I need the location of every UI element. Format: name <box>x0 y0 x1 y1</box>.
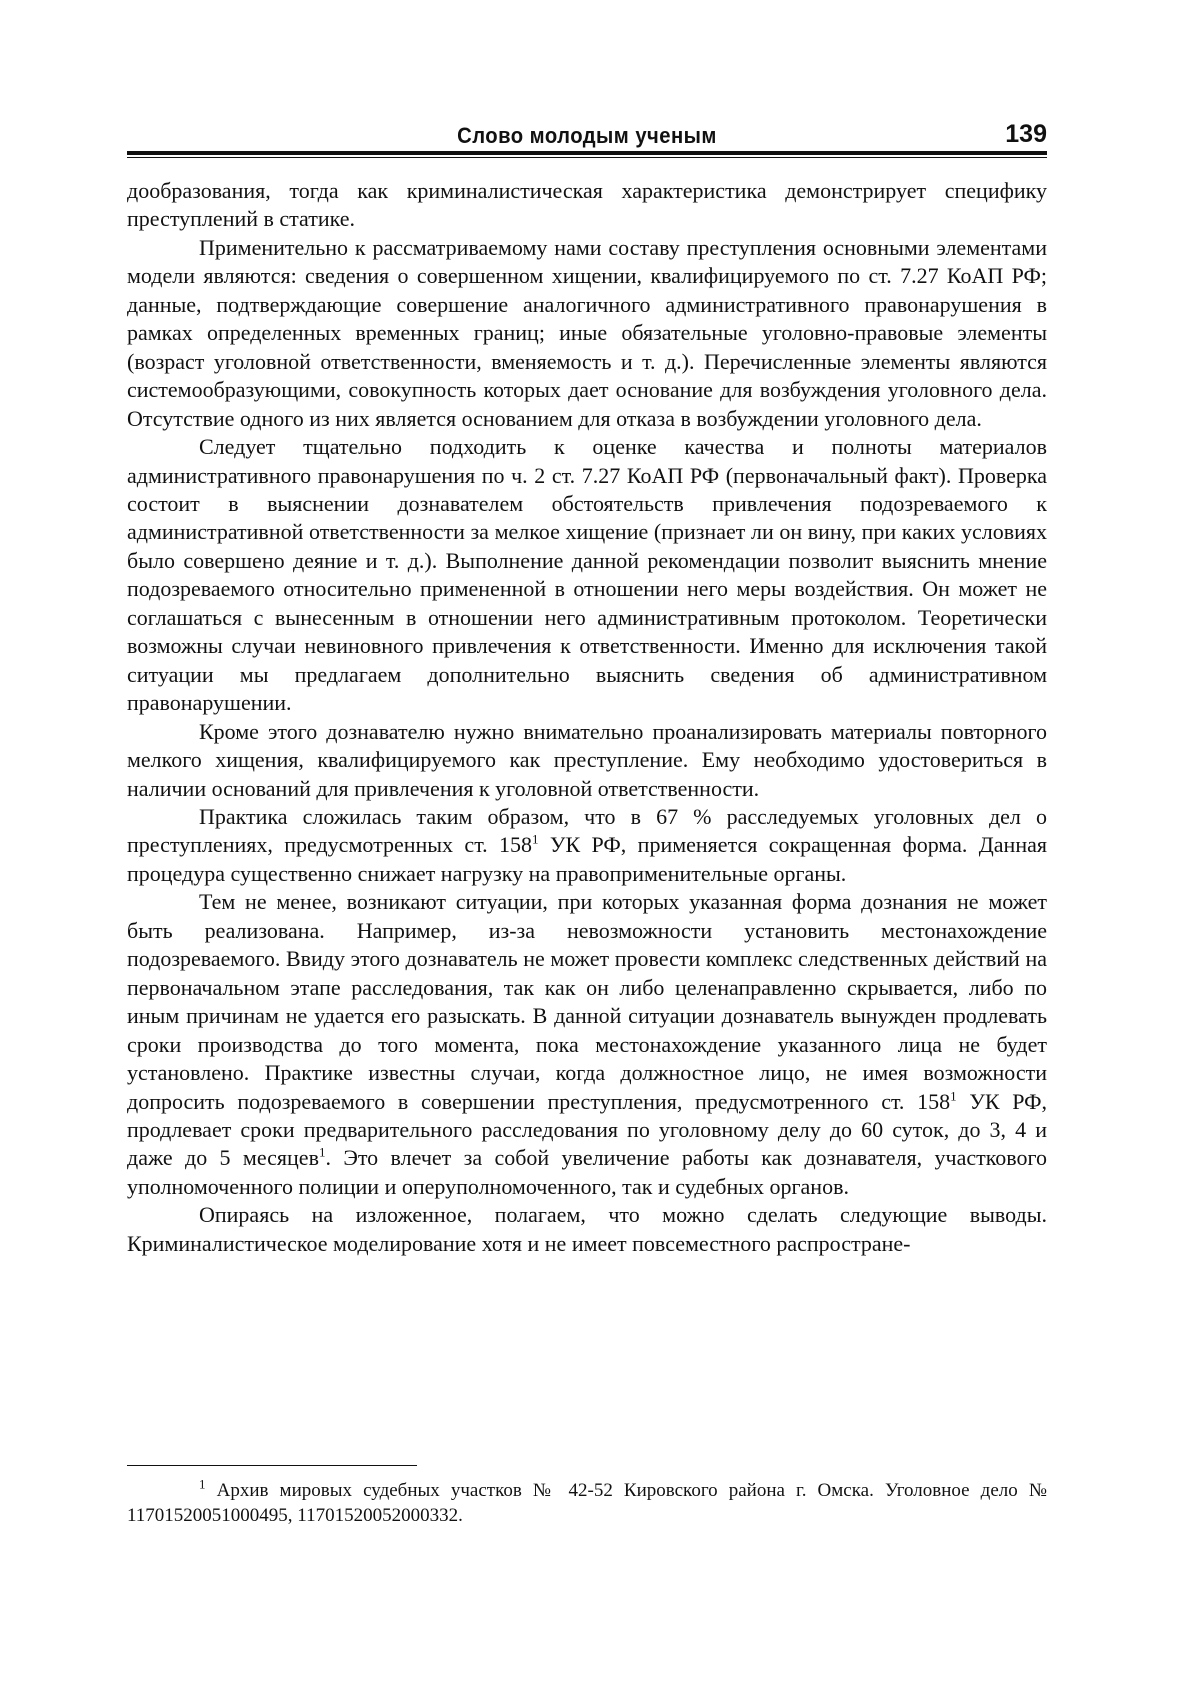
header-rule-thick <box>127 151 1047 155</box>
footnote-text: Архив мировых судебных участков № 42-52 Кировского района г. Омска. Уголовное дело № 11701520051000495, 11701520052000332. <box>127 1480 1047 1526</box>
paragraph-5-text-b: УК РФ, применяется сокращенная форма. Данная процедура существенно снижает нагрузку на правоприменительные органы. <box>127 832 1047 886</box>
header-rule-thin <box>127 157 1047 158</box>
paragraph-3: Следует тщательно подходить к оценке качества и полноты материалов административного правонарушения по ч. 2 ст. 7.27 КоАП РФ (первоначальный факт). Проверка состоит в выяснении дознавателем обстоятельств привлечения подозреваемого к административной ответственности за мелкое хищение (признает ли он вину, при каких условиях было совершено деяние и т. д.). Выполнение данной рекомендации позволит выяснить мнение подозреваемого относительно примененной в отношении него меры воздействия. Он может не соглашаться с вынесенным в отношении него административным протоколом. Теоретически возможны случаи невиновного привлечения к ответственности. Именно для исключения такой ситуации мы предлагаем дополнительно выяснить сведения об административном правонарушении. <box>127 434 1047 716</box>
footnote-marker: 1 <box>199 1476 206 1492</box>
paragraph-6-text-a: Тем не менее, возникают ситуации, при которых указанная форма дознания не может быть реализована. Например, из-за невозможности установить местонахождение подозреваемого. Ввиду этого дознаватель не может провести комплекс следственных действий на первоначальном этапе расследования, так как он либо целенаправленно скрывается, либо по иным причинам не удается его разыскать. В данной ситуации дознаватель вынужден продлевать сроки производства до того момента, пока местонахождение указанного лица не будет установлено. Практике известны случаи, когда должностное лицо, не имея возможности допросить подозреваемого в совершении преступления, предусмотренного ст. 158 <box>127 889 1047 1114</box>
paragraph-2: Применительно к рассматриваемому нами составу преступления основными элементами модели являются: сведения о совершенном хищении, квалифицируемого по ст. 7.27 КоАП РФ; данные, подтверждающие совершение аналогичного административного правонарушения в рамках определенных временных границ; иные обязательные уголовно-правовые элементы (возраст уголовной ответственности, вменяемость и т. д.). Перечисленные элементы являются системообразующими, совокупность которых дает основание для возбуждения уголовного дела. Отсутствие одного из них является основанием для отказа в возбуждении уголовного дела. <box>127 234 1047 431</box>
article-superscript: 1 <box>950 1088 957 1104</box>
paragraph-4: Кроме этого дознавателю нужно внимательно проанализировать материалы повторного мелкого хищения, квалифицируемого как преступление. Ему необходимо удостовериться в наличии оснований для привлечения к уголовной ответственности. <box>127 718 1047 801</box>
body-text <box>127 177 1047 1258</box>
footnote <box>127 1478 1047 1528</box>
page-number: 139 <box>1005 120 1047 148</box>
paragraph-6-text-c: . Это влечет за собой увеличение работы как дознавателя, участкового уполномоченного полиции и оперуполномоченного, так и судебных органов. <box>127 1145 1047 1199</box>
paragraph-6 <box>127 888 1047 1201</box>
paragraph-7: Опираясь на изложенное, полагаем, что можно сделать следующие выводы. Криминалистическое моделирование хотя и не имеет повсеместного распростране- <box>127 1202 1047 1256</box>
paragraph-6-text-b: УК РФ, продлевает сроки предварительного расследования по уголовному делу до 60 суток, до 3, 4 и даже до 5 месяцев <box>127 1088 1047 1171</box>
paragraph-1: дообразования, тогда как криминалистическая характеристика демонстрирует специфику преступлений в статике. <box>127 178 1047 232</box>
paragraph-5-text-a: Практика сложилась таким образом, что в 67 % расследуемых уголовных дел о преступлениях, предусмотренных ст. 158 <box>127 803 1047 858</box>
footnote-reference: 1 <box>318 1145 326 1161</box>
running-head <box>127 117 1047 159</box>
running-title: Слово молодым ученым <box>457 123 717 148</box>
article-superscript: 1 <box>532 832 539 848</box>
paragraph-5 <box>127 803 1047 888</box>
footnote-separator <box>127 1465 417 1466</box>
